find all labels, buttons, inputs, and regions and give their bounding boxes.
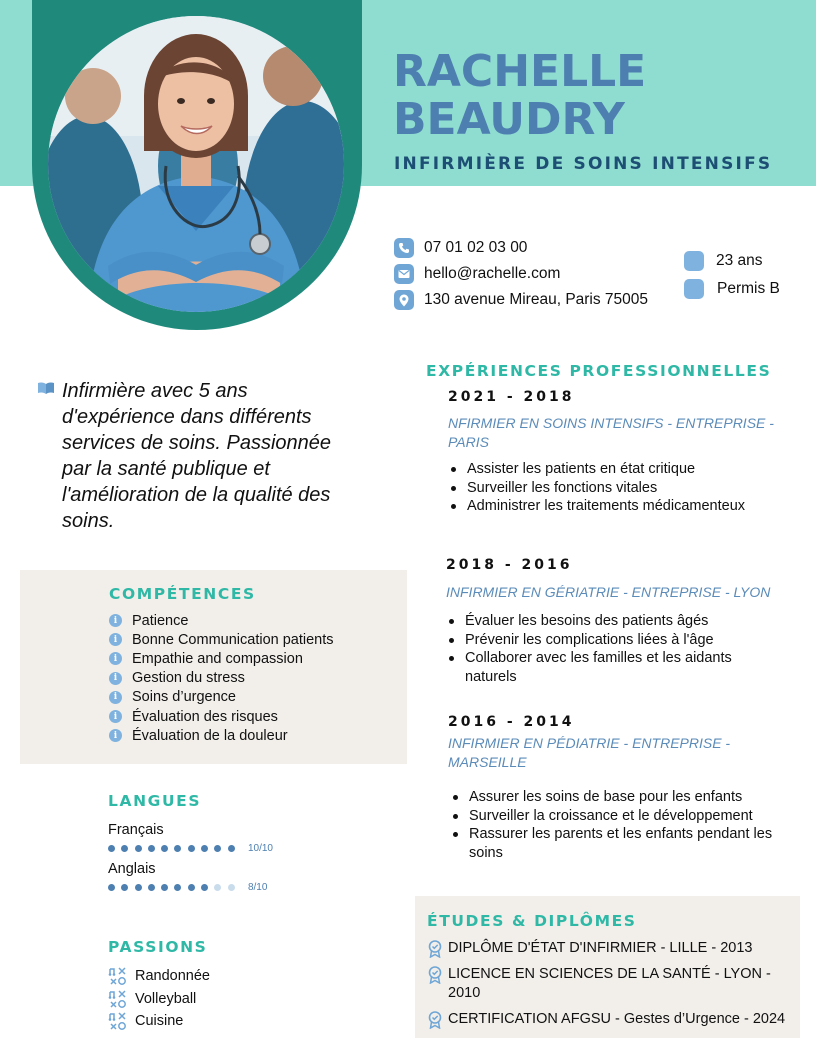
phone-text: 07 01 02 03 00 xyxy=(424,239,528,256)
language-french xyxy=(108,822,273,854)
last-name: BEAUDRY xyxy=(393,94,625,145)
job-title: INFIRMIÈRE DE SOINS INTENSIFS xyxy=(394,154,773,174)
passions-title: PASSIONS xyxy=(108,938,208,956)
job-years: 2016 - 2014 xyxy=(448,714,575,730)
info-icon: i xyxy=(109,729,122,742)
info-icon: i xyxy=(109,633,122,646)
job-role: INFIRMIER EN GÉRIATRIE - ENTREPRISE - LYON xyxy=(446,584,771,600)
job-tasks xyxy=(448,460,778,516)
list-item: Évaluer les besoins des patients âgés xyxy=(446,612,786,631)
list-item: Assurer les soins de base pour les enfants xyxy=(450,788,783,807)
book-icon xyxy=(37,381,55,400)
level-dot xyxy=(188,845,195,852)
award-icon xyxy=(427,966,443,984)
level-dot xyxy=(108,845,115,852)
list-item: i Empathie and compassion xyxy=(109,649,334,668)
level-dot xyxy=(201,884,208,891)
language-name: Français xyxy=(108,822,164,838)
info-icon: i xyxy=(109,691,122,704)
language-english xyxy=(108,861,267,893)
contact-phone[interactable] xyxy=(394,235,648,261)
award-icon xyxy=(427,940,443,958)
job-role: INFIRMIER EN PÉDIATRIE - ENTREPRISE - MARSEILLE xyxy=(448,735,731,770)
language-name: Anglais xyxy=(108,861,156,877)
list-item: i Gestion du stress xyxy=(109,669,334,688)
profile-summary: Infirmière avec 5 ans d'expérience dans différents services de soins. Passionnée par la santé publique et l'amélioration de la qualité des soins. xyxy=(62,380,332,532)
job-tasks xyxy=(450,788,783,862)
list-item: i Évaluation de la douleur xyxy=(109,726,334,745)
list-item: i Bonne Communication patients xyxy=(109,630,334,649)
languages-title: LANGUES xyxy=(108,792,202,810)
hobby-icon xyxy=(108,1011,128,1031)
level-dot xyxy=(135,884,142,891)
level-dot xyxy=(135,845,142,852)
language-level-dots xyxy=(108,843,273,854)
job-entry xyxy=(448,714,783,862)
list-item: Collaborer avec les familles et les aidants naturels xyxy=(446,649,786,686)
job-tasks xyxy=(446,612,786,686)
license-icon xyxy=(684,279,704,299)
personal-age xyxy=(684,247,780,275)
list-item: DIPLÔME D'ÉTAT D'INFIRMIER - LILLE - 2013 xyxy=(427,939,793,959)
language-score: 10/10 xyxy=(247,843,273,854)
contact-address[interactable] xyxy=(394,287,648,313)
list-item: Cuisine xyxy=(108,1010,210,1033)
level-dot xyxy=(228,884,235,891)
list-item: Volleyball xyxy=(108,988,210,1011)
first-name: RACHELLE xyxy=(393,46,647,97)
job-years: 2018 - 2016 xyxy=(446,557,573,573)
list-item: i Soins d’urgence xyxy=(109,688,334,707)
language-score: 8/10 xyxy=(247,882,268,893)
level-dot xyxy=(121,845,128,852)
level-dot xyxy=(108,884,115,891)
job-entry xyxy=(446,557,786,686)
job-role: NFIRMIER EN SOINS INTENSIFS - ENTREPRISE - PARIS xyxy=(448,415,774,450)
job-entry xyxy=(448,389,778,516)
info-icon: i xyxy=(109,672,122,685)
address-text: 130 avenue Mireau, Paris 75005 xyxy=(424,291,649,308)
level-dot xyxy=(174,845,181,852)
profile-photo xyxy=(48,16,344,312)
full-name xyxy=(393,48,646,144)
level-dot xyxy=(161,845,168,852)
level-dot xyxy=(148,845,155,852)
personal-info xyxy=(684,247,780,303)
contact-email[interactable] xyxy=(394,261,648,287)
level-dot xyxy=(174,884,181,891)
list-item: Assister les patients en état critique xyxy=(448,460,778,479)
list-item: Surveiller la croissance et le développement xyxy=(450,807,783,826)
mail-icon xyxy=(394,264,414,284)
info-icon: i xyxy=(109,614,122,627)
list-item: Randonnée xyxy=(108,965,210,988)
age-icon xyxy=(684,251,704,271)
age-text: 23 ans xyxy=(716,252,763,269)
job-years: 2021 - 2018 xyxy=(448,389,575,405)
list-item: CERTIFICATION AFGSU - Gestes d’Urgence - 2024 xyxy=(427,1010,793,1030)
language-level-dots xyxy=(108,882,267,893)
location-icon xyxy=(394,290,414,310)
level-dot xyxy=(214,884,221,891)
info-icon: i xyxy=(109,652,122,665)
level-dot xyxy=(121,884,128,891)
email-text: hello@rachelle.com xyxy=(424,265,561,282)
phone-icon xyxy=(394,238,414,258)
level-dot xyxy=(148,884,155,891)
license-text: Permis B xyxy=(717,280,780,297)
list-item: Rassurer les parents et les enfants pendant les soins xyxy=(450,825,783,862)
level-dot xyxy=(188,884,195,891)
personal-license xyxy=(684,275,780,303)
list-item: LICENCE EN SCIENCES DE LA SANTÉ - LYON - 2010 xyxy=(427,965,793,1004)
info-icon: i xyxy=(109,710,122,723)
passions-list xyxy=(108,965,210,1033)
skills-title: COMPÉTENCES xyxy=(109,585,256,603)
list-item: i Évaluation des risques xyxy=(109,707,334,726)
award-icon xyxy=(427,1011,443,1029)
education-title: ÉTUDES & DIPLÔMES xyxy=(427,912,637,930)
hobby-icon xyxy=(108,989,128,1009)
list-item: Prévenir les complications liées à l'âge xyxy=(446,631,786,650)
level-dot xyxy=(228,845,235,852)
contact-list xyxy=(394,235,648,313)
list-item: i Patience xyxy=(109,611,334,630)
list-item: Administrer les traitements médicamenteux xyxy=(448,497,778,516)
hobby-icon xyxy=(108,966,128,986)
skills-list xyxy=(109,611,334,745)
experience-title: EXPÉRIENCES PROFESSIONNELLES xyxy=(426,362,772,380)
level-dot xyxy=(201,845,208,852)
level-dot xyxy=(161,884,168,891)
list-item: Surveiller les fonctions vitales xyxy=(448,479,778,498)
level-dot xyxy=(214,845,221,852)
education-list xyxy=(427,939,793,1035)
